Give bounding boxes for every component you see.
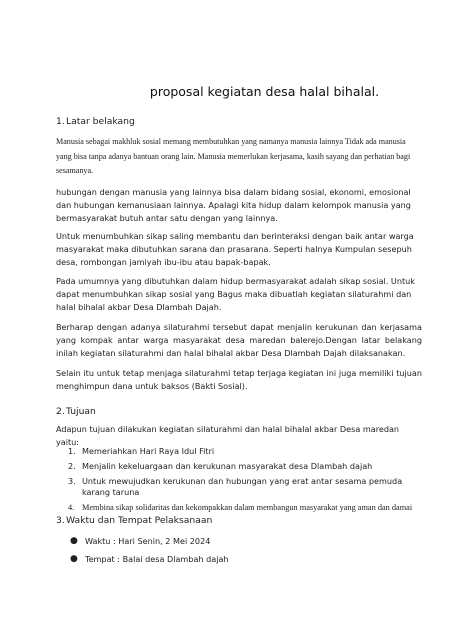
- goal-item: [56, 461, 422, 472]
- section-1-title: Latar belakang: [66, 116, 135, 127]
- goal-item: [56, 446, 422, 457]
- document-title: proposal kegiatan desa halal bihalal.: [149, 84, 380, 99]
- goal-marker: 2.: [68, 461, 76, 471]
- section-2-number: 2.: [56, 406, 65, 417]
- goal-marker: 3.: [68, 476, 76, 486]
- bullet-icon: ●: [70, 554, 78, 564]
- goal-marker: 4.: [68, 503, 75, 512]
- goal-text: Untuk mewujudkan kerukunan dan hubungan yang erat antar sesama pemuda karang taruna: [82, 476, 403, 497]
- section-1-heading: [56, 116, 135, 127]
- goals-list: [56, 446, 422, 514]
- paragraph-interaction: Untuk menumbuhkan sikap saling membantu dan berinteraksi dengan baik antar warga masyarakat maka dibutuhkan sarana dan prasarana. Seperti halnya Kumpulan sesepuh desa, rombongan jamiyah ibu-ibu atau bapak-bapak.: [56, 231, 414, 267]
- goal-text: Membina sikap solidaritas dan kekompakkan dalam membangun masyarakat yang aman dan damai: [82, 503, 413, 512]
- goal-marker: 1.: [68, 446, 76, 456]
- paragraph-fundraising: Selain itu untuk tetap menjaga silaturahmi tetap terjaga kegiatan ini juga memiliki tujuan menghimpun dana untuk baksos (Bakti Sosial).: [56, 368, 422, 391]
- schedule-item-place: [56, 554, 229, 565]
- section-3-number: 3.: [56, 515, 65, 526]
- section-3-heading: [56, 515, 212, 526]
- section-2-heading: [56, 406, 96, 417]
- section-2-title: Tujuan: [66, 406, 96, 417]
- section-1-number: 1.: [56, 116, 65, 127]
- bullet-icon: ●: [70, 536, 78, 546]
- paragraph-hope: Berharap dengan adanya silaturahmi tersebut dapat menjalin kerukunan dan kerjasama yang kompak antar warga masyarakat desa maredan balerejo.Dengan latar belakang inilah kegiatan silaturahmi dan halal bihalal akbar Desa Dlambah Dajah dilaksanakan.: [56, 322, 422, 358]
- goal-item: [56, 476, 422, 498]
- schedule-item-time: [56, 536, 229, 547]
- goal-item: [56, 502, 422, 514]
- schedule-place-text: Tempat : Balai desa Dlambah dajah: [85, 554, 229, 564]
- paragraph-goals-intro: Adapun tujuan dilakukan kegiatan silaturahmi dan halal bihalal akbar Desa maredan yaitu:: [56, 424, 400, 447]
- goal-text: Memeriahkan Hari Raya Idul Fitri: [82, 446, 215, 456]
- goal-text: Menjalin kekeluargaan dan kerukunan masyarakat desa Dlambah dajah: [82, 461, 373, 471]
- schedule-list: [56, 536, 229, 565]
- paragraph-intro: Manusia sebagai makhluk sosial memang membutuhkan yang namanya manusia lainnya Tidak ada manusia yang bisa tanpa adanya bantuan orang lain. Manusia memerlukan kerjasama, kasih sayang dan perhatian bagi sesamanya.: [56, 137, 411, 175]
- schedule-time-text: Waktu : Hari Senin, 2 Mei 2024: [85, 536, 211, 546]
- section-3-title: Waktu dan Tempat Pelaksanaan: [66, 515, 213, 526]
- paragraph-relations: hubungan dengan manusia yang lainnya bisa dalam bidang sosial, ekonomi, emosional dan hubungan kemanusiaan lainnya. Apalagi kita hidup dalam kelompok manusia yang bermasyarakat butuh antar satu dengan yang lainnya.: [56, 187, 411, 223]
- paragraph-social-attitude: Pada umumnya yang dibutuhkan dalam hidup bermasyarakat adalah sikap sosial. Untuk dapat menumbuhkan sikap sosial yang Bagus maka dibuatlah kegiatan silaturahmi dan halal bihalal akbar Desa Dlambah Dajah.: [56, 276, 415, 312]
